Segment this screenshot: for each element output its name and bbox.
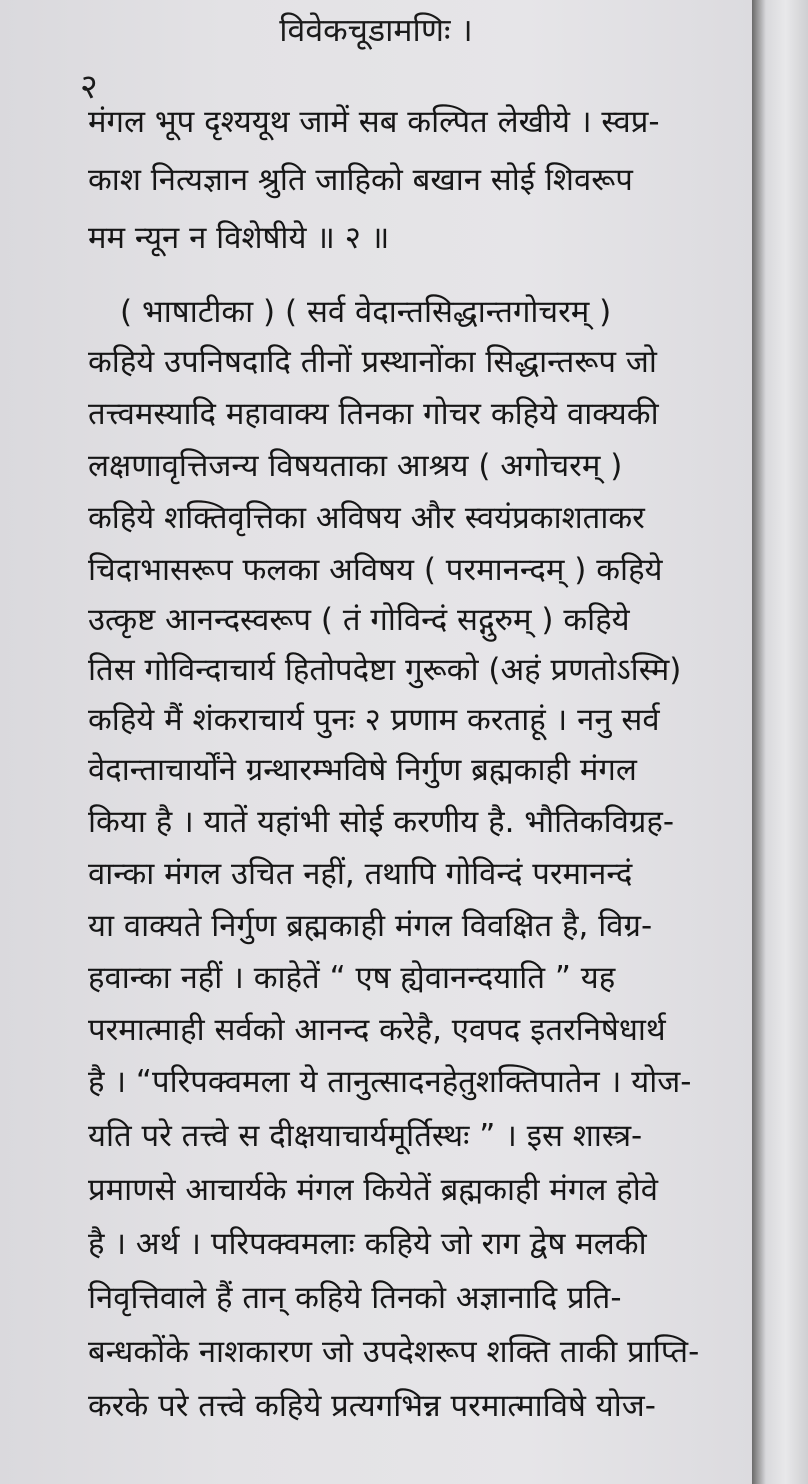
text-line: कहिये उपनिषदादि तीनों प्रस्थानोंका सिद्धान्तरूप जो [88, 344, 657, 380]
text-line: यति परे तत्त्वे स दीक्षयाचार्यमूर्तिस्थः ” । इस शास्त्र- [88, 1118, 643, 1154]
text-line: हवान्का नहीं । काहेतें “ एष ह्येवानन्दयाति ” यह [88, 960, 616, 996]
text-line: वेदान्ताचार्योंने ग्रन्थारम्भविषे निर्गुण ब्रह्मकाही मंगल [88, 752, 637, 788]
text-line: काश नित्यज्ञान श्रुति जाहिको बखान सोई शिवरूप [88, 162, 633, 198]
text-line: वान्का मंगल उचित नहीं, तथापि गोविन्दं परमानन्दं [88, 856, 633, 892]
text-line: ( भाषाटीका ) ( सर्व वेदान्तसिद्धान्तगोचरम् ) [120, 294, 612, 330]
text-line: तत्त्वमस्यादि महावाक्य तिनका गोचर कहिये वाक्यकी [88, 396, 659, 432]
text-line: परमात्माही सर्वको आनन्द करेहै, एवपद इतरनिषेधार्थ [88, 1012, 666, 1048]
text-line: या वाक्यते निर्गुण ब्रह्मकाही मंगल विवक्षित है, विग्र- [88, 908, 653, 944]
text-line: तिस गोविन्दाचार्य हितोपदेष्टा गुरूको (अहं प्रणतोऽस्मि) [88, 652, 682, 688]
text-line: लक्षणावृत्तिजन्य विषयताका आश्रय ( अगोचरम् ) [88, 448, 623, 484]
running-title: विवेकचूडामणिः । [279, 11, 473, 49]
page-number: २ [80, 67, 98, 107]
text-line: उत्कृष्ट आनन्दस्वरूप ( तं गोविन्दं सद्गुरुम् ) कहिये [88, 602, 630, 638]
text-line: मम न्यून न विशेषीये ॥ २ ॥ [88, 220, 390, 256]
text-line: किया है । यातें यहांभी सोई करणीय है. भौतिकविग्रह- [88, 804, 675, 840]
text-line: मंगल भूप दृश्ययूथ जामें सब कल्पित लेखीये । स्वप्र- [88, 104, 660, 140]
text-line: है । “परिपक्वमला ये तानुत्सादनहेतुशक्तिपातेन । योज- [88, 1064, 692, 1100]
text-line: है । अर्थ । परिपक्वमलाः कहिये जो राग द्वेष मलकी [88, 1226, 647, 1262]
text-line: निवृत्तिवाले हैं तान् कहिये तिनको अज्ञानादि प्रति- [88, 1280, 622, 1316]
text-line: प्रमाणसे आचार्यके मंगल कियेतें ब्रह्मकाही मंगल होवे [88, 1172, 658, 1208]
text-line: कहिये मैं शंकराचार्य पुनः २ प्रणाम करताहूं । ननु सर्व [88, 702, 660, 738]
text-line: बन्धकोंके नाशकारण जो उपदेशरूप शक्ति ताकी प्राप्ति- [88, 1334, 700, 1370]
text-line: कहिये शक्तिवृत्तिका अविषय और स्वयंप्रकाशताकर [88, 500, 645, 536]
text-line: चिदाभासरूप फलका अविषय ( परमानन्दम् ) कहिये [88, 552, 663, 588]
page-edge [752, 0, 808, 1484]
text-line: करके परे तत्त्वे कहिये प्रत्यगभिन्न परमात्माविषे योज- [88, 1388, 656, 1424]
